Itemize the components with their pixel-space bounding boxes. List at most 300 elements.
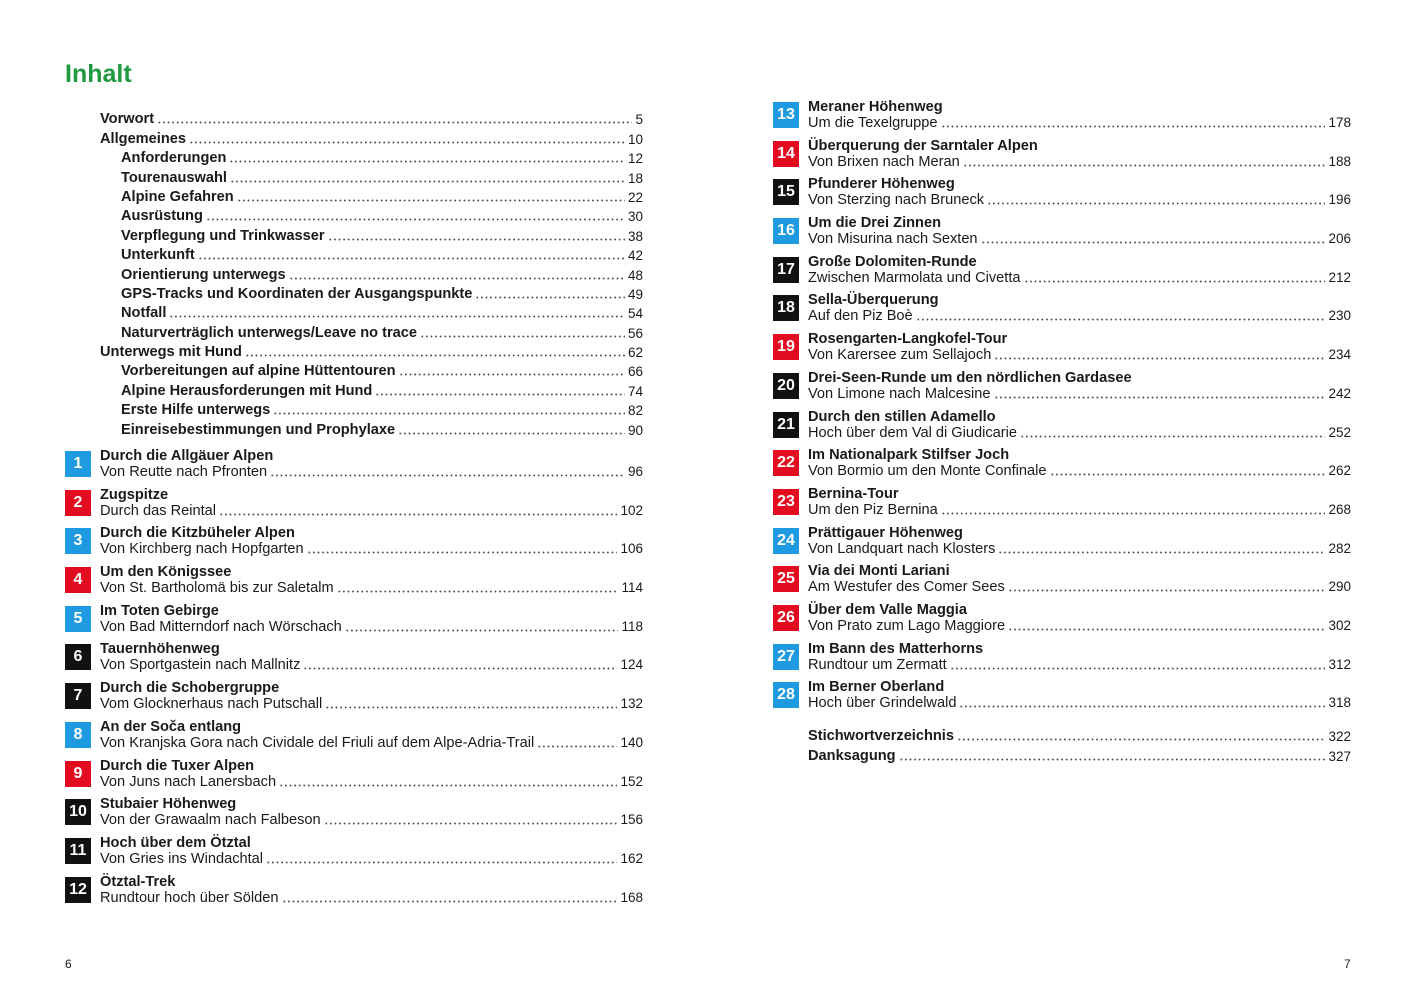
tour-subtitle: Von Misurina nach Sexten <box>808 231 978 248</box>
toc-entry[interactable] <box>100 108 643 127</box>
dot-leader <box>273 403 625 415</box>
tours-list-right <box>773 99 1351 718</box>
tour-entry[interactable] <box>773 254 1351 293</box>
tour-subtitle-line <box>100 774 643 790</box>
tour-subtitle: Von Prato zum Lago Maggiore <box>808 617 1006 634</box>
toc-page-number: 90 <box>627 422 643 438</box>
tour-subtitle-line <box>808 386 1351 402</box>
tour-text <box>808 292 1351 331</box>
tour-text <box>100 641 643 680</box>
tour-subtitle-line <box>100 503 643 519</box>
tour-text <box>808 486 1351 525</box>
tour-number-badge: 26 <box>773 605 799 631</box>
tour-subtitle-line <box>100 619 643 635</box>
dot-leader <box>289 268 625 280</box>
tour-number-badge: 20 <box>773 373 799 399</box>
dot-leader <box>537 736 617 748</box>
tour-number-badge: 7 <box>65 683 91 709</box>
tour-number-badge: 18 <box>773 295 799 321</box>
tour-number-badge: 10 <box>65 799 91 825</box>
dot-leader <box>994 348 1325 360</box>
tour-entry[interactable] <box>773 679 1351 718</box>
tour-name: Ötztal-Trek <box>100 873 176 890</box>
toc-entry-label: Vorbereitungen auf alpine Hüttentouren <box>121 363 396 380</box>
tour-entry[interactable] <box>773 602 1351 641</box>
tour-name: Überquerung der Sarntaler Alpen <box>808 137 1038 154</box>
toc-page-number: 268 <box>1328 501 1351 517</box>
tour-subtitle: Von Limone nach Malcesine <box>808 385 991 402</box>
tour-subtitle-line <box>808 231 1351 247</box>
tour-name: Hoch über dem Ötztal <box>100 834 251 851</box>
tour-number-badge: 21 <box>773 412 799 438</box>
toc-entry[interactable] <box>100 147 643 166</box>
toc-page-number: 118 <box>621 618 643 634</box>
tour-number-badge: 3 <box>65 528 91 554</box>
toc-entry[interactable] <box>100 418 643 437</box>
dot-leader <box>169 306 625 318</box>
tour-name: Um die Drei Zinnen <box>808 215 941 232</box>
dot-leader <box>994 387 1326 399</box>
tour-entry[interactable] <box>65 525 643 564</box>
tour-text <box>808 370 1351 409</box>
tour-name: Stubaier Höhenweg <box>100 796 237 813</box>
tour-text <box>808 215 1351 254</box>
tour-entry[interactable] <box>65 796 643 835</box>
toc-entry[interactable] <box>100 321 643 340</box>
tour-number-badge: 2 <box>65 490 91 516</box>
toc-entry-label: Tourenauswahl <box>121 169 227 186</box>
dot-leader <box>303 658 617 670</box>
tour-entry[interactable] <box>773 563 1351 602</box>
dot-leader <box>337 581 619 593</box>
tour-number-badge: 1 <box>65 451 91 477</box>
tour-text <box>100 796 643 835</box>
toc-page-number: 102 <box>620 502 643 518</box>
toc-entry-label: Allgemeines <box>100 130 186 147</box>
toc-page-number: 242 <box>1328 385 1351 401</box>
toc-page-number: 124 <box>620 657 643 673</box>
intro-contents-list <box>100 108 643 438</box>
tour-subtitle: Von Bormio um den Monte Confinale <box>808 463 1047 480</box>
toc-page-number: 10 <box>627 131 643 147</box>
toc-page-number: 322 <box>1328 729 1351 745</box>
dot-leader <box>189 132 625 144</box>
tour-entry[interactable] <box>65 835 643 874</box>
tour-number-badge: 24 <box>773 528 799 554</box>
dot-leader <box>282 891 618 903</box>
tour-name: Durch die Tuxer Alpen <box>100 757 255 774</box>
appendix-list <box>808 725 1351 764</box>
tour-name: Im Nationalpark Stilfser Joch <box>808 447 1010 464</box>
tour-subtitle-line <box>808 425 1351 441</box>
tour-number-badge: 16 <box>773 218 799 244</box>
dot-leader <box>1020 426 1325 438</box>
toc-page-number: 290 <box>1328 579 1351 595</box>
tour-entry[interactable] <box>773 641 1351 680</box>
tour-text <box>100 448 643 487</box>
toc-entry-label: Einreisebestimmungen und Prophylaxe <box>121 421 396 438</box>
toc-page-number: 140 <box>620 734 643 750</box>
tour-text <box>100 835 643 874</box>
dot-leader <box>475 287 625 299</box>
tour-entry[interactable] <box>65 564 643 603</box>
tour-name: Via dei Monti Lariani <box>808 563 950 580</box>
dot-leader <box>325 697 617 709</box>
tour-subtitle: Am Westufer des Comer Sees <box>808 579 1005 596</box>
toc-entry-label: Danksagung <box>808 747 896 764</box>
toc-page-number: 66 <box>627 364 643 380</box>
tour-subtitle-line <box>100 890 643 906</box>
toc-entry[interactable] <box>100 302 643 321</box>
tour-subtitle: Zwischen Marmolata und Civetta <box>808 269 1021 286</box>
tour-name: Durch die Allgäuer Alpen <box>100 448 274 464</box>
tour-subtitle: Rundtour hoch über Sölden <box>100 889 279 906</box>
tour-subtitle: Von Gries ins Windachtal <box>100 850 264 867</box>
tour-subtitle-line <box>100 812 643 828</box>
tour-entry[interactable] <box>65 603 643 642</box>
toc-page-number: 168 <box>620 889 643 905</box>
toc-entry-label: Orientierung unterwegs <box>121 266 286 283</box>
dot-leader <box>398 423 625 435</box>
tour-name: Sella-Überquerung <box>808 292 939 309</box>
tour-number-badge: 22 <box>773 450 799 476</box>
tour-name: Bernina-Tour <box>808 485 899 502</box>
tour-subtitle: Von Sterzing nach Bruneck <box>808 192 985 209</box>
toc-page-number: 82 <box>627 403 643 419</box>
tour-number-badge: 8 <box>65 722 91 748</box>
tour-number-badge: 12 <box>65 877 91 903</box>
tour-text <box>808 409 1351 448</box>
toc-page-number: 162 <box>620 850 643 866</box>
tour-text <box>808 99 1351 138</box>
tour-number-badge: 15 <box>773 179 799 205</box>
toc-entry[interactable] <box>100 224 643 243</box>
tour-name: Rosengarten-Langkofel-Tour <box>808 331 1008 348</box>
tour-name: Pfunderer Höhenweg <box>808 176 955 193</box>
dot-leader <box>399 364 625 376</box>
tour-subtitle-line <box>808 192 1351 208</box>
toc-page-number: 152 <box>620 773 643 789</box>
toc-entry-label: Alpine Herausforderungen mit Hund <box>121 382 373 399</box>
tour-subtitle-line <box>100 851 643 867</box>
tour-entry[interactable] <box>773 176 1351 215</box>
tour-entry[interactable] <box>65 874 643 913</box>
toc-page-number: 48 <box>627 267 643 283</box>
tour-subtitle: Von Kranjska Gora nach Cividale del Friuli auf dem Alpe-Adria-Trail <box>100 734 535 751</box>
toc-page-number: 49 <box>627 286 643 302</box>
tour-number-badge: 23 <box>773 489 799 515</box>
toc-entry[interactable] <box>100 244 643 263</box>
toc-entry[interactable] <box>100 283 643 302</box>
tour-text <box>808 563 1351 602</box>
tour-entry[interactable] <box>65 487 643 526</box>
toc-page-number: 262 <box>1328 463 1351 479</box>
toc-entry[interactable] <box>100 399 643 418</box>
dot-leader <box>375 384 625 396</box>
tour-entry[interactable] <box>773 486 1351 525</box>
toc-entry[interactable] <box>100 263 643 282</box>
toc-page-number: 132 <box>620 696 643 712</box>
tour-text <box>808 254 1351 293</box>
tour-subtitle-line <box>808 270 1351 286</box>
tour-text <box>100 680 643 719</box>
tour-text <box>100 603 643 642</box>
dot-leader <box>941 116 1326 128</box>
dot-leader <box>916 309 1326 321</box>
tour-text <box>808 331 1351 370</box>
tour-name: Durch den stillen Adamello <box>808 408 996 425</box>
tour-subtitle-line <box>100 580 643 596</box>
tour-subtitle-line <box>100 464 643 480</box>
tour-subtitle: Von Brixen nach Meran <box>808 153 960 170</box>
tour-subtitle: Von Juns nach Lanersbach <box>100 773 277 790</box>
toc-page-number: 74 <box>627 383 643 399</box>
tour-text <box>808 176 1351 215</box>
tour-subtitle: Durch das Reintal <box>100 502 216 519</box>
dot-leader <box>963 155 1326 167</box>
tour-number-badge: 17 <box>773 257 799 283</box>
tour-text <box>808 138 1351 177</box>
toc-page-number: 312 <box>1328 656 1351 672</box>
toc-entry[interactable] <box>100 379 643 398</box>
tour-entry[interactable] <box>773 447 1351 486</box>
toc-page-number: 206 <box>1328 231 1351 247</box>
toc-entry[interactable] <box>100 166 643 185</box>
tour-subtitle-line <box>808 347 1351 363</box>
toc-entry[interactable] <box>100 341 643 360</box>
dot-leader <box>266 852 617 864</box>
tour-text <box>100 874 643 913</box>
tour-name: Über dem Valle Maggia <box>808 601 967 618</box>
tour-name: Im Bann des Matterhorns <box>808 640 984 657</box>
tour-subtitle: Von St. Bartholomä bis zur Saletalm <box>100 580 334 597</box>
toc-entry-label: Unterkunft <box>121 247 195 264</box>
dot-leader <box>307 542 618 554</box>
toc-page-number: 12 <box>627 151 643 167</box>
toc-entry[interactable] <box>100 205 643 224</box>
toc-page-number: 114 <box>621 580 643 596</box>
dot-leader <box>237 190 625 202</box>
toc-page-number: 188 <box>1328 153 1351 169</box>
toc-entry-label: Alpine Gefahren <box>121 188 234 205</box>
tour-name: Prättigauer Höhenweg <box>808 524 963 541</box>
dot-leader <box>987 193 1325 205</box>
toc-entry-label: Vorwort <box>100 111 155 128</box>
tour-number-badge: 27 <box>773 644 799 670</box>
dot-leader <box>957 729 1325 741</box>
tour-subtitle: Von Reutte nach Pfronten <box>100 464 268 480</box>
toc-entry[interactable] <box>100 186 643 205</box>
tour-entry[interactable] <box>773 99 1351 138</box>
tour-subtitle-line <box>808 695 1351 711</box>
tour-subtitle: Hoch über Grindelwald <box>808 695 957 712</box>
toc-entry-label: Ausrüstung <box>121 208 203 225</box>
tour-entry[interactable] <box>773 370 1351 409</box>
tour-number-badge: 5 <box>65 606 91 632</box>
tour-name: Drei-Seen-Runde um den nördlichen Gardasee <box>808 369 1132 386</box>
dot-leader <box>899 749 1326 761</box>
toc-page-number: 302 <box>1328 617 1351 633</box>
toc-entry[interactable] <box>100 127 643 146</box>
tour-subtitle: Von Bad Mitterndorf nach Wörschach <box>100 618 342 635</box>
dot-leader <box>229 151 625 163</box>
toc-page-number: 42 <box>627 248 643 264</box>
toc-page-number: 252 <box>1328 424 1351 440</box>
tour-name: Zugspitze <box>100 486 169 503</box>
tour-number-badge: 11 <box>65 838 91 864</box>
toc-entry-label: Stichwortverzeichnis <box>808 728 954 745</box>
tour-text <box>808 525 1351 564</box>
tour-number-badge: 14 <box>773 141 799 167</box>
toc-entry[interactable] <box>808 744 1351 763</box>
tour-subtitle-line <box>100 696 643 712</box>
toc-page-number: 156 <box>620 812 643 828</box>
toc-page-number: 212 <box>1328 269 1351 285</box>
tour-subtitle: Hoch über dem Val di Giudicarie <box>808 424 1018 441</box>
tour-name: Durch die Kitzbüheler Alpen <box>100 525 295 542</box>
toc-page-number: 178 <box>1328 115 1351 130</box>
tour-subtitle: Um die Texelgruppe <box>808 115 938 131</box>
toc-page-number: 327 <box>1328 748 1351 764</box>
tour-number-badge: 9 <box>65 761 91 787</box>
dot-leader <box>198 248 625 260</box>
tour-name: Große Dolomiten-Runde <box>808 253 977 270</box>
tour-subtitle-line <box>808 579 1351 595</box>
tour-number-badge: 6 <box>65 644 91 670</box>
toc-entry-label: Naturverträglich unterwegs/Leave no trace <box>121 324 418 341</box>
tour-entry[interactable] <box>65 719 643 758</box>
tour-subtitle-line <box>100 657 643 673</box>
tour-subtitle-line <box>808 115 1351 131</box>
tour-subtitle: Von Sportgastein nach Mallnitz <box>100 657 301 674</box>
toc-page-number: 62 <box>627 345 643 361</box>
dot-leader <box>324 813 618 825</box>
tour-text <box>100 758 643 797</box>
tour-name: Im Toten Gebirge <box>100 602 219 619</box>
tour-entry[interactable] <box>773 409 1351 448</box>
tour-number-badge: 19 <box>773 334 799 360</box>
dot-leader <box>206 209 625 221</box>
tour-entry[interactable] <box>773 525 1351 564</box>
tour-subtitle: Von Kirchberg nach Hopfgarten <box>100 541 304 558</box>
tour-text <box>808 602 1351 641</box>
tour-entry[interactable] <box>773 331 1351 370</box>
toc-page-number: 282 <box>1328 540 1351 556</box>
tour-subtitle: Von der Grawaalm nach Falbeson <box>100 812 321 829</box>
tour-name: Um den Königssee <box>100 564 232 581</box>
tour-subtitle-line <box>100 541 643 557</box>
page-number-right: 7 <box>1344 957 1351 971</box>
tour-subtitle: Von Landquart nach Klosters <box>808 540 996 557</box>
toc-page-number: 22 <box>627 189 643 205</box>
tour-text <box>100 525 643 564</box>
tour-text <box>100 719 643 758</box>
toc-page-number: 38 <box>627 228 643 244</box>
tour-subtitle: Um den Piz Bernina <box>808 501 938 518</box>
toc-page-number: 54 <box>627 306 643 322</box>
dot-leader <box>959 696 1325 708</box>
toc-page-number: 196 <box>1328 192 1351 208</box>
tour-subtitle-line <box>100 735 643 751</box>
tour-subtitle-line <box>808 541 1351 557</box>
toc-page-number: 230 <box>1328 308 1351 324</box>
toc-entry[interactable] <box>100 360 643 379</box>
dot-leader <box>230 171 625 183</box>
dot-leader <box>279 775 617 787</box>
toc-entry-label: Verpflegung und Trinkwasser <box>121 227 325 244</box>
toc-page-number: 96 <box>627 464 643 479</box>
tour-entry[interactable] <box>773 292 1351 331</box>
dot-leader <box>941 503 1326 515</box>
dot-leader <box>950 658 1326 670</box>
dot-leader <box>1008 619 1325 631</box>
tour-entry[interactable] <box>773 138 1351 177</box>
dot-leader <box>245 345 625 357</box>
page-number-left: 6 <box>65 957 72 971</box>
tour-text <box>808 641 1351 680</box>
tour-name: Meraner Höhenweg <box>808 99 943 115</box>
tour-text <box>808 447 1351 486</box>
tour-subtitle-line <box>808 502 1351 518</box>
tour-entry[interactable] <box>65 758 643 797</box>
tour-number-badge: 25 <box>773 566 799 592</box>
toc-page-number: 106 <box>620 541 643 557</box>
tour-name: An der Soča entlang <box>100 718 242 735</box>
toc-entry-label: Notfall <box>121 305 167 322</box>
dot-leader <box>328 229 625 241</box>
tour-number-badge: 4 <box>65 567 91 593</box>
tour-name: Durch die Schobergruppe <box>100 680 280 697</box>
tours-list-left <box>65 448 643 912</box>
toc-page-number: 5 <box>635 112 643 128</box>
dot-leader <box>420 326 625 338</box>
toc-entry[interactable] <box>808 725 1351 744</box>
dot-leader <box>1024 271 1326 283</box>
tour-subtitle: Rundtour um Zermatt <box>808 656 947 673</box>
tour-entry[interactable] <box>65 641 643 680</box>
dot-leader <box>219 504 617 516</box>
dot-leader <box>157 112 632 124</box>
page-title: Inhalt <box>65 60 132 88</box>
dot-leader <box>981 232 1326 244</box>
tour-entry[interactable] <box>773 215 1351 254</box>
dot-leader <box>1050 464 1326 476</box>
tour-name: Tauernhöhenweg <box>100 641 220 658</box>
tour-entry[interactable] <box>65 680 643 719</box>
tour-subtitle-line <box>808 308 1351 324</box>
tour-text <box>100 487 643 526</box>
tour-number-badge: 28 <box>773 682 799 708</box>
tour-subtitle-line <box>808 463 1351 479</box>
tour-subtitle: Von Karersee zum Sellajoch <box>808 347 992 364</box>
toc-page-number: 318 <box>1328 695 1351 711</box>
toc-page-number: 56 <box>627 325 643 341</box>
toc-page-number: 234 <box>1328 347 1351 363</box>
toc-entry-label: Anforderungen <box>121 150 227 167</box>
dot-leader <box>998 542 1325 554</box>
tour-name: Im Berner Oberland <box>808 679 945 696</box>
toc-page-number: 30 <box>627 209 643 225</box>
dot-leader <box>270 465 625 477</box>
dot-leader <box>345 620 619 632</box>
toc-page-number: 18 <box>627 170 643 186</box>
tour-subtitle: Vom Glocknerhaus nach Putschall <box>100 696 323 713</box>
tour-entry[interactable] <box>65 448 643 487</box>
toc-entry-label: GPS-Tracks und Koordinaten der Ausgangspunkte <box>121 285 473 302</box>
tour-number-badge: 13 <box>773 102 799 128</box>
toc-entry-label: Unterwegs mit Hund <box>100 344 242 361</box>
tour-text <box>100 564 643 603</box>
